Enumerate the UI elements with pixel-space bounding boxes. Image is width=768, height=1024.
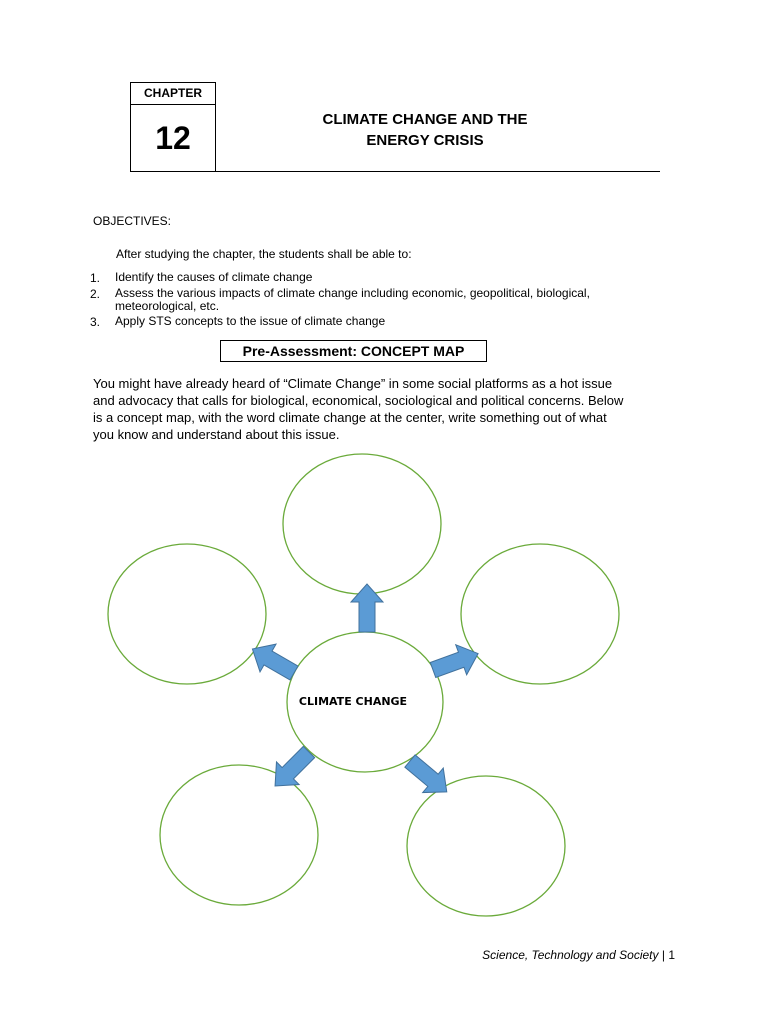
concept-map xyxy=(0,440,768,920)
objective-text: Identify the causes of climate change xyxy=(115,270,313,284)
pre-assessment-heading: Pre-Assessment: CONCEPT MAP xyxy=(220,340,487,362)
page-footer xyxy=(440,948,675,962)
concept-bubble-top[interactable] xyxy=(283,454,441,594)
concept-bubble-bottom-right[interactable] xyxy=(407,776,565,916)
objective-text: Apply STS concepts to the issue of climate change xyxy=(115,314,386,328)
center-label: CLIMATE CHANGE xyxy=(298,695,408,708)
concept-bubble-bottom-left[interactable] xyxy=(160,765,318,905)
chapter-box xyxy=(130,82,216,172)
objective-number: 2. xyxy=(90,287,101,301)
intro-paragraph-line: and advocacy that calls for biological, economical, sociological and political concerns. Below xyxy=(93,393,624,408)
chapter-title-line-2: ENERGY CRISIS xyxy=(366,132,484,149)
title-divider xyxy=(216,171,660,172)
objective-number: 3. xyxy=(90,315,101,329)
intro-paragraph-line: you know and understand about this issue. xyxy=(93,427,340,442)
concept-bubble-right[interactable] xyxy=(461,544,619,684)
footer-title: Science, Technology and Society xyxy=(482,948,659,962)
objective-text: Assess the various impacts of climate change including economic, geopolitical, biological, meteorological, etc. xyxy=(115,286,590,313)
chapter-title-line-1: CLIMATE CHANGE AND THE xyxy=(322,111,528,128)
footer-separator: | xyxy=(658,948,669,962)
page-number: 1 xyxy=(668,948,675,962)
objectives-heading: OBJECTIVES: xyxy=(93,214,172,228)
intro-paragraph-line: You might have already heard of “Climate Change” in some social platforms as a hot issue xyxy=(93,376,613,391)
intro-paragraph-line: is a concept map, with the word climate change at the center, write something out of what xyxy=(93,410,607,425)
chapter-number: 12 xyxy=(155,120,191,156)
chapter-label: CHAPTER xyxy=(131,83,215,105)
objectives-intro: After studying the chapter, the students shall be able to: xyxy=(116,247,412,261)
objective-number: 1. xyxy=(90,271,101,285)
concept-bubble-left[interactable] xyxy=(108,544,266,684)
